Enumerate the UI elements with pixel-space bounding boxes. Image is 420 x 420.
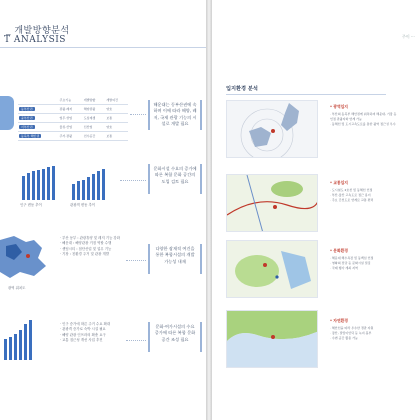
table-row bbox=[18, 123, 128, 132]
bullet-item: · 센텀시티 : 첨단산업 및 업무 기능 bbox=[60, 246, 112, 251]
table-row bbox=[18, 132, 128, 141]
bullet-item: · 기장 : 친환경 주거 및 관광 개발 bbox=[60, 251, 110, 256]
chart-bar bbox=[87, 177, 90, 200]
chart-bar bbox=[24, 324, 27, 360]
population-chart bbox=[22, 166, 55, 200]
table-cell: 주거·관광 bbox=[59, 132, 83, 141]
chart-bar bbox=[19, 330, 22, 360]
map-caption: 광역 위치도 bbox=[8, 286, 26, 290]
chart-bar bbox=[22, 176, 25, 200]
chart-bar bbox=[52, 166, 55, 200]
table-row bbox=[18, 105, 128, 114]
chart-bar bbox=[27, 173, 30, 200]
info-panel-nature bbox=[330, 318, 400, 340]
table-cell: 물류·산업 bbox=[59, 123, 83, 132]
info-body: · 해안선을 따라 우수한 경관 자원 · 장산, 달맞이언덕 등 녹지 풍부 · 수변 공간 활용 가능 bbox=[330, 326, 374, 340]
chart-bar bbox=[97, 171, 100, 200]
table-cell: 보통 bbox=[105, 114, 128, 123]
info-body: · 부산의 동북부 해안권에 위치하며 해운대, 기장 등 인접 관광지와 연계 가능 · 동해선 및 도시고속도로를 통한 광역 접근성 우수 bbox=[330, 112, 397, 126]
regional-location-map bbox=[226, 100, 318, 158]
section-title-site: 입지환경 분석 bbox=[226, 86, 258, 92]
callout-4: 문화·여가시설의 수요 증가에 따른 복합 문화 공간 조성 필요 bbox=[148, 322, 202, 352]
callout-3: 다양한 잠재적 여건을 통한 복합시설의 개발 가능성 내재 bbox=[148, 244, 202, 274]
table-cell: 해양관광 bbox=[83, 105, 106, 114]
connector-line bbox=[126, 260, 146, 261]
title-rule bbox=[0, 47, 206, 48]
connector-line bbox=[120, 180, 146, 181]
bullet-item: · 교통 접근성 개선 사업 추진 bbox=[60, 337, 103, 342]
chart-bar bbox=[4, 339, 7, 360]
callout-2: 문화시설 수요의 증가에 따른 복합 문화 공간의 도입 검토 필요 bbox=[148, 164, 202, 194]
bullet-item: · 해운대 : 해양관광 거점 역할 수행 bbox=[60, 241, 112, 246]
growth-chart bbox=[4, 320, 32, 360]
section-title-kr: _ 개발방향분석 bbox=[6, 26, 70, 36]
table-cell: 양호 bbox=[105, 105, 128, 114]
chart-bar bbox=[14, 334, 17, 360]
section-rule bbox=[226, 94, 386, 95]
info-panel-culture bbox=[330, 248, 400, 270]
chart-bar bbox=[9, 337, 12, 360]
transport-map bbox=[226, 174, 318, 232]
connector-line bbox=[130, 114, 146, 115]
section-title-en: T ANALYSIS bbox=[4, 35, 66, 45]
table-cell: 동부산권 bbox=[21, 107, 33, 111]
info-heading: * 교통입지 bbox=[330, 180, 348, 185]
info-heading: * 자연환경 bbox=[330, 318, 348, 323]
table-cell: 양호 bbox=[105, 123, 128, 132]
chart-1-caption: 인구 변동 추이 bbox=[20, 203, 42, 207]
info-body: · 도시철도 2호선 및 동해선 인접 · 부산-울산 고속도로 접근 용이 · 주요 간선도로 연계로 교통 편리 bbox=[330, 188, 374, 202]
visitor-chart bbox=[72, 166, 105, 200]
chart-bar bbox=[42, 169, 45, 200]
chart-bar bbox=[29, 320, 32, 360]
chart-2-caption: 관광객 변동 추이 bbox=[70, 203, 96, 207]
chart-bar bbox=[37, 170, 40, 200]
table-cell: 중부산권 bbox=[21, 116, 33, 120]
info-heading: * 광역입지 bbox=[330, 104, 348, 109]
regional-map bbox=[0, 232, 54, 282]
bullet-item: · 관광객 증가로 숙박 시설 필요 bbox=[60, 327, 106, 332]
table-cell: 업무·상업 bbox=[59, 114, 83, 123]
table-cell: 친수공간 bbox=[83, 132, 106, 141]
callout-1: 해운대는 동부산권에 속하며 이에 따라 해양, 레저, 국제 관광 기능의 시설로 개발 필요 bbox=[148, 100, 202, 130]
table-cell: 신산업 bbox=[83, 123, 106, 132]
bullet-item: · 부산 동부 : 관광휴양 및 레저 기능 강화 bbox=[60, 236, 120, 240]
running-header: 주이 ··· bbox=[402, 34, 415, 39]
table-cell: 도심재생 bbox=[83, 114, 106, 123]
chart-bar bbox=[102, 169, 105, 200]
table-header: 개발여건 bbox=[105, 96, 128, 105]
chart-bar bbox=[47, 167, 50, 200]
table-cell: 서부산권 bbox=[21, 125, 33, 129]
table-header: 주요기능 bbox=[59, 96, 83, 105]
chart-bar bbox=[77, 181, 80, 200]
table-row bbox=[18, 114, 128, 123]
chart-bar bbox=[72, 184, 75, 200]
bullet-item: · 인구 증가에 따른 주거 수요 확대 bbox=[60, 322, 111, 326]
culture-map bbox=[226, 240, 318, 298]
info-body: · 해운대 해수욕장 및 동백섬 인접 · 영화의 전당 등 문화시설 밀집 · 국제 행사 개최 지역 bbox=[330, 256, 374, 270]
table-cell: 동북부 해안권 bbox=[21, 134, 40, 138]
info-panel-location bbox=[330, 104, 400, 126]
nature-map bbox=[226, 310, 318, 368]
left-page bbox=[0, 0, 206, 420]
development-table bbox=[18, 96, 128, 141]
connector-line bbox=[126, 340, 146, 341]
table-cell: 관광·레저 bbox=[59, 105, 83, 114]
chart-bar bbox=[92, 174, 95, 200]
table-header bbox=[18, 96, 59, 105]
chart-bar bbox=[82, 180, 85, 200]
info-heading: * 문화환경 bbox=[330, 248, 348, 253]
mini-map-1 bbox=[0, 96, 14, 130]
chart-bar bbox=[32, 171, 35, 200]
info-panel-transport bbox=[330, 180, 400, 202]
bullet-item: · 해양 관광 인프라의 확충 요구 bbox=[60, 332, 106, 337]
table-header: 개발방향 bbox=[83, 96, 106, 105]
table-cell: 보통 bbox=[105, 132, 128, 141]
bullet-list-2 bbox=[60, 322, 124, 343]
bullet-list-1 bbox=[60, 236, 124, 257]
